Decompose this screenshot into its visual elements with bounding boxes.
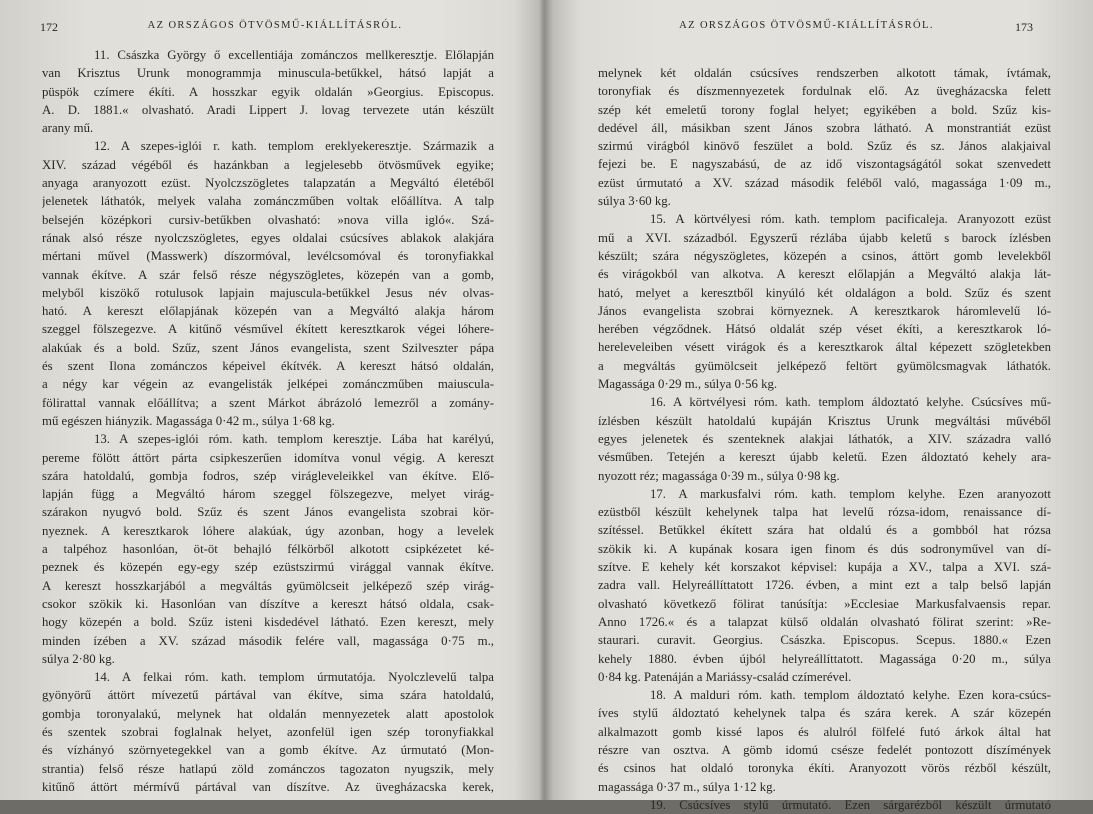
left-page-header — [40, 20, 510, 36]
text-line: 0·84 kg. Patenáján a Mariássy-család czímerével. — [598, 669, 852, 684]
text-line: gombja toronyalakú, melynek hat oldalán mennyezetek alatt apostolok — [42, 706, 494, 721]
text-line: Anno 1726.« és a talapzat külső oldalán olvasható fölirat szerint: »Re- — [598, 614, 1051, 629]
text-line: strantia) felső része hatlapú zöld zománczos tagozaton nyugszik, mely — [42, 761, 494, 776]
text-line: mű a XVI. századból. Egyszerű rézlába újabb keletű s barock ízlésben — [598, 230, 1051, 245]
text-line: a négy kar végein az evangelisták jelképei zománczműben maiuscula- — [42, 377, 494, 392]
text-line: és csinos hat oldaló toronyka ékíti. Aranyozott vörös rézből készült, — [598, 761, 1051, 776]
running-head: AZ ORSZÁGOS ÖTVÖSMŰ-KIÁLLÍTÁSRÓL. — [147, 20, 403, 31]
page-number: 173 — [1015, 20, 1033, 34]
text-line: nyeznek. A keresztkarok lóhere alakúak, úgy azonban, hogy a levelek — [42, 523, 494, 538]
text-line: A. D. 1881.« olvasható. Aradi Lippert J. lovag tervezete után készült — [42, 102, 494, 117]
text-line: és vízhányó szörnyetegekkel van a gomb ékítve. Az úrmutató (Mon- — [42, 743, 494, 758]
page-number: 172 — [40, 20, 58, 34]
text-line: kitűnő áttört mérmívű pártával van díszítve. Az üvegházacska kerek, — [42, 779, 494, 794]
text-line: van Krisztus Urunk monogrammja minuscula-betűkkel, hátsó lapját a — [42, 66, 494, 81]
text-line: szirmú virágból kinövő feszület a bold. Szűz és sz. János alakjaival — [598, 139, 1051, 154]
text-line: szítéssel. Betűkkel ékített szára hat oldalú és a gombból hat rózsa — [598, 523, 1051, 538]
text-line: melynek két oldalán csúcsíves rendszerben alkotott támak, ívtámak, — [598, 66, 1051, 80]
text-line: melyből kiszökő rotulusok lapjain majuscula-betűkkel Jesus név olvas- — [42, 285, 494, 300]
right-page — [540, 0, 1093, 812]
text-line: alkalmazott gomb kissé lapos és alulról fölfelé futó árkok által hat — [598, 724, 1051, 739]
right-page-text — [598, 64, 1051, 814]
text-line: 14. A felkai róm. kath. templom úrmutatója. Nyolczlevelű talpa — [94, 670, 494, 685]
text-line: Magassága 0·29 m., súlya 0·56 kg. — [598, 377, 778, 392]
text-line: magassága 0·37 m., súlya 1·12 kg. — [598, 779, 776, 794]
text-line: egyes jelenetek és szenteknek alakjai láthatók, a XIV. századra valló — [598, 431, 1051, 446]
text-line: minden ízében a XV. század második felére vall, magassága 0·75 m., — [42, 633, 494, 648]
text-line: és virágokból van alkotva. A kereszt előlapján a Megváltó alakja lát- — [598, 267, 1051, 282]
text-line: 12. A szepes-iglói r. kath. templom ereklyekeresztje. Származik a — [94, 139, 494, 154]
text-line: János evangelista szobrai környeznek. A keresztkarok háromlevelű ló- — [598, 303, 1051, 318]
text-line: zadra vall. Helyreállíttatott 1726. évben, a mint ezt a talp belső lapján — [598, 578, 1051, 593]
text-line: fölirattal vannak előállítva; a szent Márkot ábrázoló lemezről a zomány- — [42, 395, 494, 410]
text-line: staurari. curavit. Georgius. Császka. Episcopus. Scepus. 1880.« Ezen — [598, 633, 1051, 648]
text-line: jelenetek láthatók, melyek valaha zománczműben voltak előállítva. A talp — [42, 194, 494, 209]
text-line: pereme fölött áttört párta csipkeszerűen idomítva vonul végig. A kereszt — [42, 450, 494, 465]
text-line: szára hatoldalú, gombja fodros, szép virágleveleikkel van ékítve. Elő- — [42, 468, 494, 483]
text-line: XIV. század végéből és hazánkban a legjelesebb ötvösművek egyike; — [42, 157, 494, 172]
text-line: kehely 1880. évben újból helyreállíttatott. Magassága 0·20 m., súlya — [598, 651, 1051, 666]
text-line: gyönyörű áttört mívezetű pártával van ékítve, sima szára hatoldalú, — [42, 688, 494, 703]
text-line: fejezi be. E nagyszabású, de az idő viszontagságától sokat szenvedett — [598, 157, 1051, 172]
text-line: 16. A körtvélyesi róm. kath. templom áldoztató kelyhe. Csúcsíves mű- — [650, 395, 1051, 410]
text-line: 11. Császka György ő excellentiája zománczos mellkeresztje. Előlapján — [94, 48, 494, 62]
text-line: vésműben. Tetején a kereszt újabb keletű. Ezen áldoztató kehely ara- — [598, 450, 1051, 465]
text-line: súlya 3·60 kg. — [598, 194, 671, 209]
text-line: ezüstből készült kehelynek talpa hat levelű rózsa-idom, renaissance dí- — [598, 505, 1051, 520]
text-line: a talpéhoz hasonlóan, öt-öt behajló félkörből alkotott csipkézetet ké- — [42, 542, 494, 557]
text-line: mértani művel (Masswerk) díszormóval, levélcsomóval és toronyfiakkal — [42, 249, 494, 264]
text-line: szárakon nyugvó bold. Szűz és szent János evangelista szobrai kör- — [42, 505, 494, 520]
text-line: anyaga aranyozott ezüst. Nyolczszögletes talapzatán a Megváltó életéből — [42, 176, 494, 191]
text-line: szeggel fölszegezve. A kitűnő vésművel ékített keresztkarok végei lóhere- — [42, 322, 494, 337]
text-line: ízlésben készült hatoldalú kupáján Krisztus Urunk megváltási művéből — [598, 413, 1051, 428]
text-line: herében végződnek. Hátsó oldalát szép véset ékíti, a keresztkarok ló- — [598, 322, 1051, 337]
text-line: részre van osztva. A gömb idomú csésze fedelét pontozott díszímények — [598, 742, 1051, 757]
text-line: toronyfiak és díszmennyezetek fordulnak elő. Az üvegházacska felett — [598, 84, 1051, 99]
text-line: szítve. E kehely két korszakot képvisel: kupája a XV., talpa a XVI. szá- — [598, 560, 1051, 575]
text-line: ható. A kereszt előlapjának közepén van a Megváltó alakja három — [42, 304, 494, 319]
text-line: lapján függ a Megváltó három szeggel fölszegezve, melyet virág- — [42, 487, 494, 502]
text-line: alakúak és a bold. Szűz, szent János evangelista, szent Szilveszter pápa — [42, 340, 494, 355]
text-line: olvasható következő fölirat tanúsítja: »Ecclesiae Markusfalvaensis repar. — [598, 596, 1051, 611]
text-line: a megváltás gyümölcseit jelképező feltört gyümölcsmagvak láthatók. — [598, 358, 1051, 373]
text-line: és szentek szobrai foglalnak helyet, azonfelül igen szép toronyfiakkal — [42, 724, 494, 739]
text-line: mű egészen hiányzik. Magassága 0·42 m., súlya 1·68 kg. — [42, 413, 335, 428]
text-line: püspök czímere ékíti. A hosszkar egyik oldalán »Georgius. Episcopus. — [42, 84, 494, 99]
text-line: belsején középkori cursiv-betűkben olvasható: »nova villa igló«. Szá- — [42, 212, 494, 227]
text-line: hogy közepén a bold. Szűz isteni kisdedével látható. Ezen kereszt, mely — [42, 615, 494, 630]
left-page-text — [42, 46, 494, 796]
text-line: szökik ki. A kupának kosara igen finom és dús sodronyművel van dí- — [598, 541, 1051, 556]
text-line: 19. Csúcsíves stylű úrmutató. Ezen sárgarézből készült úrmutató — [650, 797, 1051, 812]
text-line: 17. A markusfalvi róm. kath. templom kelyhe. Ezen aranyozott — [650, 486, 1051, 501]
text-line: dedével áll, másikban szent János szobra látható. A monstrantiát ezüst — [598, 120, 1051, 135]
text-line: nyozott réz; magassága 0·39 m., súlya 0·98 kg. — [598, 468, 840, 483]
text-line: vannak ékítve. A szár felső része négyszögletes, közepén van a gomb, — [42, 267, 494, 282]
text-line: szép két emeletű torony foglal helyet; egyikében a bold. Szűz kis- — [598, 102, 1051, 117]
running-head: AZ ORSZÁGOS ÖTVÖSMŰ-KIÁLLÍTÁSRÓL. — [679, 20, 934, 31]
text-line: készült; szára négyszögletes, közepén a csinos, áttört gomb levelekből — [598, 248, 1051, 263]
text-line: csokor szökik ki. Hasonlóan van díszítve a kereszt hátsó oldala, csak- — [42, 596, 494, 611]
text-line: A kereszt hosszkarjából a megváltás gyümölcseit jelképező szép virág- — [42, 578, 494, 593]
text-line: ható, melyet a keresztből kinyúló két oldalágon a bold. Szűz és szent — [598, 285, 1051, 300]
text-line: arany mű. — [42, 121, 94, 136]
text-line: ezüst úrmutató a XV. század második feléből való, magassága 1·09 m., — [598, 175, 1051, 190]
text-line: súlya 2·80 kg. — [42, 651, 115, 666]
left-page — [0, 0, 540, 800]
text-line: rának alsó része nyolczszögletes, egyes oldalai csúcsíves ablakok alakjára — [42, 230, 494, 245]
text-line: íves stylű áldoztató kehelynek talpa és szára kerek. A szár közepén — [598, 706, 1051, 721]
text-line: 18. A malduri róm. kath. templom áldoztató kelyhe. Ezen kora-csúcs- — [650, 688, 1051, 703]
text-line: 15. A körtvélyesi róm. kath. templom pacificaleja. Aranyozott ezüst — [650, 212, 1051, 227]
right-page-header — [580, 20, 1033, 36]
text-line: hereleveleiben vésett virágok és a keresztkarok által képezett szögletekben — [598, 340, 1051, 355]
text-line: 13. A szepes-iglói róm. kath. templom keresztje. Lába hat karélyú, — [94, 432, 494, 447]
text-line: és szent Ilona zománczos képeivel ékítvék. A kereszt hátsó oldalán, — [42, 359, 494, 374]
text-line: peznek és közepén egy-egy szép ezüstszirmú virággal vannak ékítve. — [42, 560, 494, 575]
